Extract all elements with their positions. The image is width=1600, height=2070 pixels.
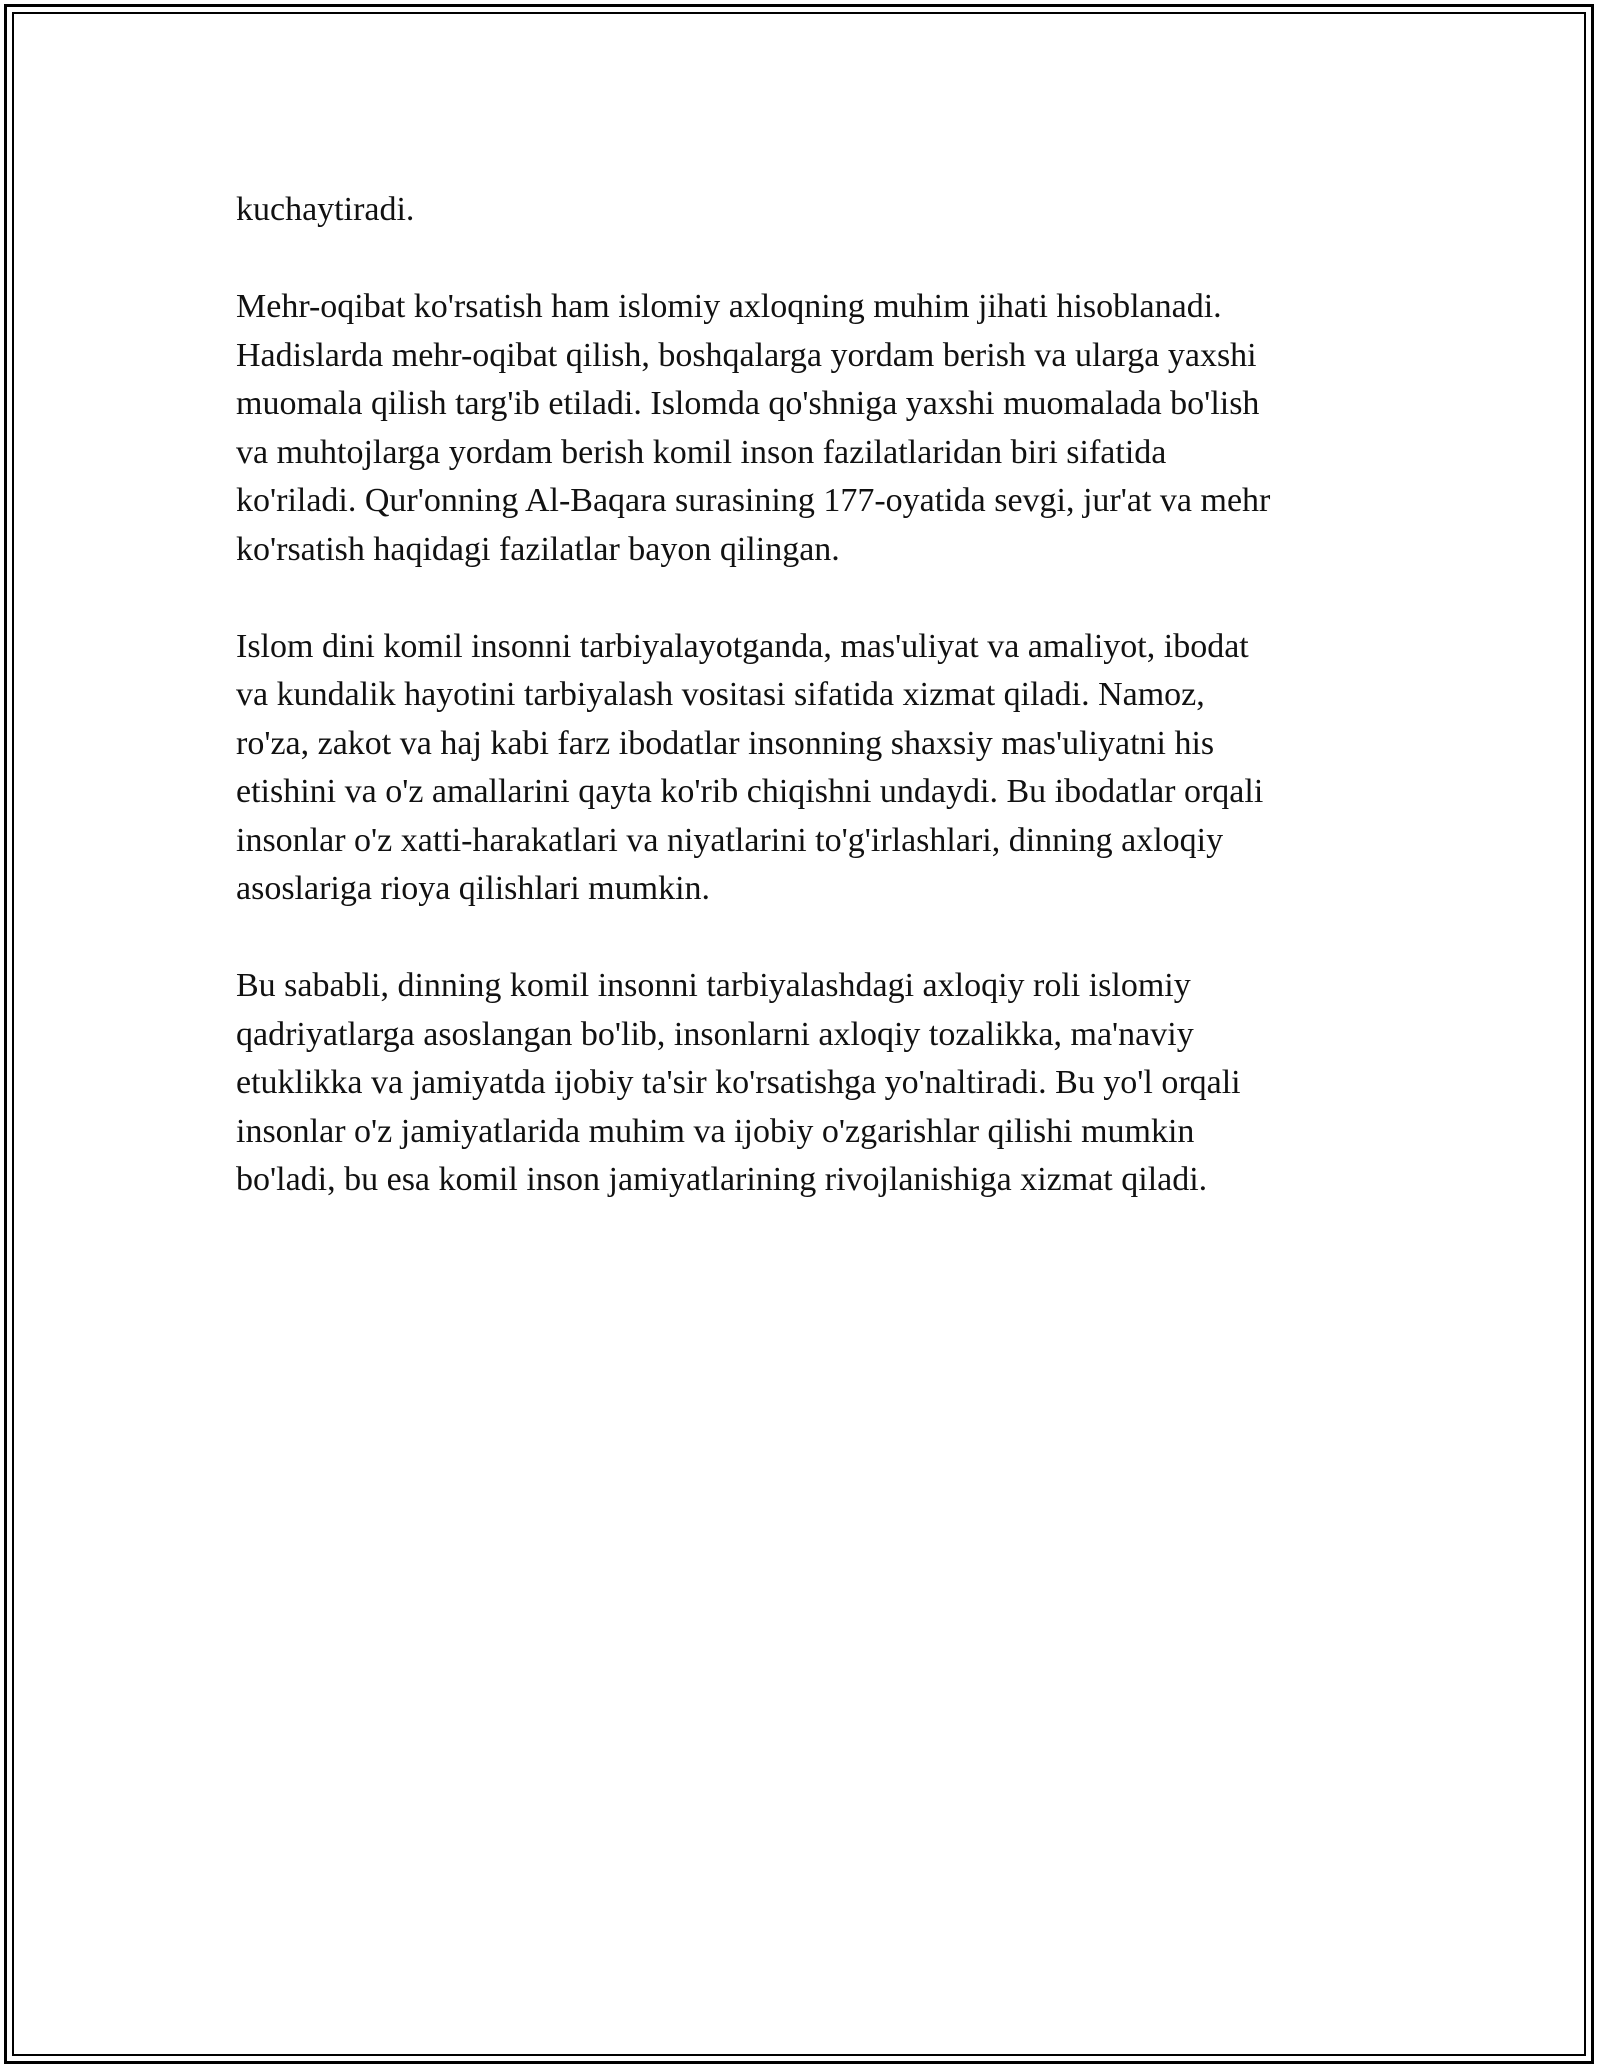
paragraph-continuation: kuchaytiradi. [236, 191, 415, 228]
paragraph-mehr-oqibat: Mehr-oqibat ko'rsatish ham islomiy axloqning muhim jihati hisoblanadi. Hadislarda mehr-oqibat qilish, boshqalarga yordam berish va ularga yaxshi muomala qilish targ'ib etiladi. Islomda qo'shniga yaxshi muomalada bo'lish va muhtojlarga yordam berish komil inson fazilatlaridan biri sifatida ko'riladi. Qur'onning Al-Baqara surasining 177-oyatida sevgi, jur'at va mehr ko'rsatish haqidagi fazilatlar bayon qilingan. [236, 288, 1271, 568]
paragraph-ibodat: Islom dini komil insonni tarbiyalayotganda, mas'uliyat va amaliyot, ibodat va kundalik hayotini tarbiyalash vositasi sifatida xizmat qiladi. Namoz, ro'za, zakot va haj kabi farz ibodatlar insonning shaxsiy mas'uliyatni his etishini va o'z amallarini qayta ko'rib chiqishni undaydi. Bu ibodatlar orqali insonlar o'z xatti-harakatlari va niyatlarini to'g'irlashlari, dinning axloqiy asoslariga rioya qilishlari mumkin. [236, 627, 1264, 907]
document-body [236, 186, 1366, 1253]
paragraph-conclusion: Bu sababli, dinning komil insonni tarbiyalashdagi axloqiy roli islomiy qadriyatlarga asoslangan bo'lib, insonlarni axloqiy tozalikka, ma'naviy etuklikka va jamiyatda ijobiy ta'sir ko'rsatishga yo'naltiradi. Bu yo'l orqali insonlar o'z jamiyatlarida muhim va ijobiy o'zgarishlar qilishi mumkin bo'ladi, bu esa komil inson jamiyatlarining rivojlanishiga xizmat qiladi. [236, 967, 1241, 1198]
